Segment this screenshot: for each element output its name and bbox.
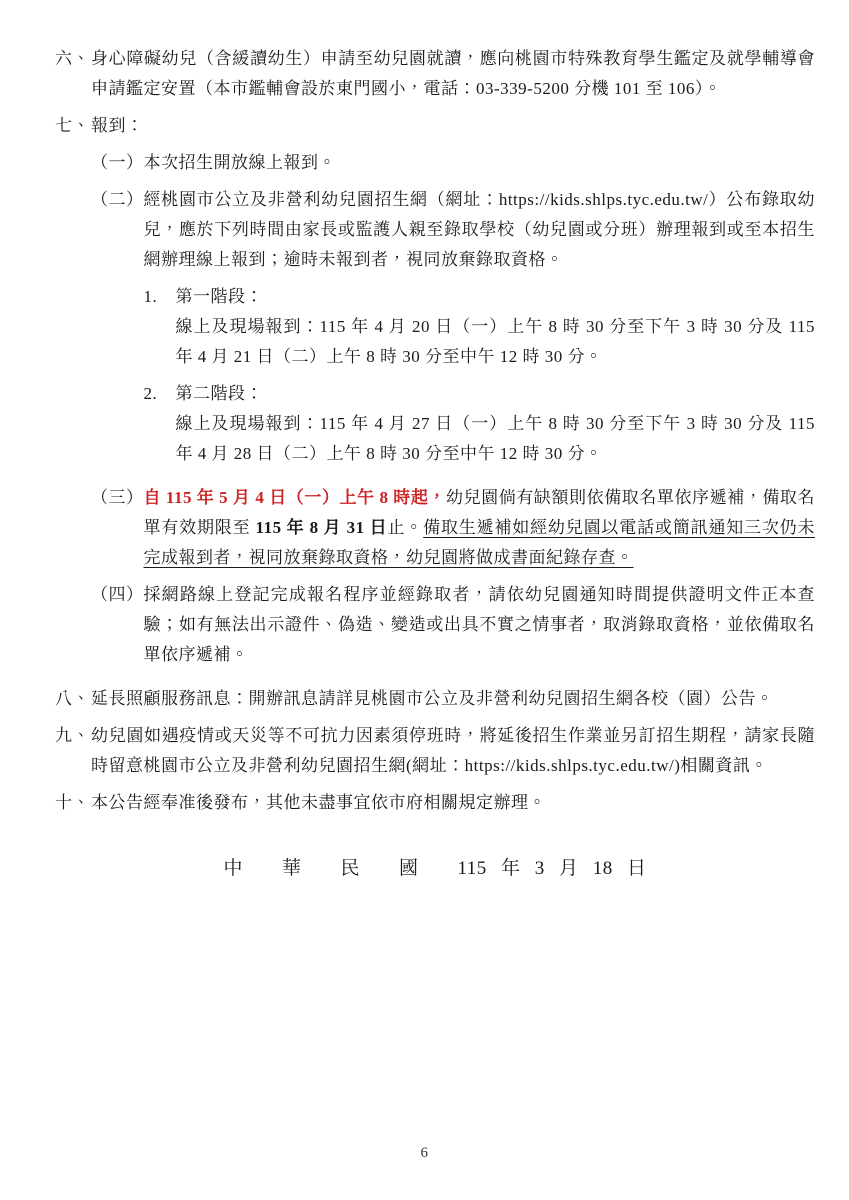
item-text-mixed — [144, 483, 816, 573]
item-text: 採網路線上登記完成報名程序並經錄取者，請依幼兒園通知時間提供證明文件正本查驗；如有無法出示證件、偽造、變造或出具不實之情事者，取消錄取資格，並依備取名單依序遞補。 — [143, 585, 815, 664]
list-item-7-4 — [91, 580, 815, 670]
item-body — [176, 282, 816, 372]
item-body — [144, 185, 816, 476]
item-text: 幼兒園如遇疫情或天災等不可抗力因素須停班時，將延後招生作業並另訂招生期程，請家長隨時留意桃園市公立及非營利幼兒園招生網(網址：https://kids.shlps.tyc.edu.tw/)相關資訊。 — [91, 726, 815, 775]
list-item-7-2 — [91, 185, 815, 476]
list-item-7-3 — [91, 483, 815, 573]
text-segment: 止。 — [387, 518, 424, 537]
item-body — [91, 111, 815, 677]
item-text: 身心障礙幼兒（含緩讀幼生）申請至幼兒園就讀，應向桃園市特殊教育學生鑑定及就學輔導會申請鑑定安置（本市鑑輔會設於東門國小，電話：03-339-5200 分機 101 至 106）。 — [91, 49, 815, 98]
item-text: 報到： — [91, 116, 144, 135]
item-text: 本公告經奉准後發布，其他未盡事宜依市府相關規定辦理。 — [91, 793, 546, 812]
stage-title: 第一階段： — [175, 287, 263, 306]
underlined-note: 備取生遞補如經幼兒園以電話或簡訊通知三次仍未完成報到者，視同放棄錄取資格，幼兒園將做成書面紀錄存查。 — [143, 518, 816, 567]
sublist-7-2 — [144, 282, 816, 469]
highlight-red-date: 自 115 年 5 月 4 日（一）上午 8 時起， — [143, 488, 447, 507]
item-number: （四） — [91, 585, 144, 604]
list-item-8 — [55, 684, 815, 714]
list-item-10 — [55, 788, 815, 818]
item-number: （二） — [91, 190, 144, 209]
item-number: 1. — [143, 287, 158, 306]
document-body — [55, 44, 815, 884]
republic-era-date-line: 中 華 民 國 115 年 3 月 18 日 — [223, 858, 647, 879]
item-number: 六、 — [55, 49, 90, 68]
item-number: 十、 — [55, 793, 90, 812]
list-item-7 — [55, 111, 815, 677]
bold-deadline-date: 115 年 8 月 31 日 — [255, 518, 388, 537]
list-item-7-1 — [91, 148, 815, 178]
list-item-stage-2 — [144, 379, 816, 469]
item-number: （三） — [91, 488, 144, 507]
text-segment: 幼兒園倘有缺額則依備取名單依序遞補，備取名單有效期限至 — [143, 488, 815, 537]
item-number: 九、 — [55, 726, 90, 745]
list-item-stage-1 — [144, 282, 816, 372]
item-number: 2. — [143, 384, 158, 403]
list-item-9 — [55, 721, 815, 781]
item-text: 經桃園市公立及非營利幼兒園招生網（網址：https://kids.shlps.tyc.edu.tw/）公布錄取幼兒，應於下列時間由家長或監護人親至錄取學校（幼兒園或分班）辦理報到或至本招生網辦理線上報到；逾時未報到者，視同放棄錄取資格。 — [143, 190, 815, 269]
item-text: 延長照顧服務訊息：開辦訊息請詳見桃園市公立及非營利幼兒園招生網各校（園）公告。 — [91, 689, 774, 708]
stage-title: 第二階段： — [175, 384, 263, 403]
item-text: 本次招生開放線上報到。 — [143, 153, 336, 172]
item-number: （一） — [91, 153, 144, 172]
item-number: 七、 — [55, 116, 90, 135]
item-number: 八、 — [55, 689, 90, 708]
page-number: 6 — [420, 1145, 429, 1161]
sublist-7 — [91, 148, 815, 670]
item-body — [176, 379, 816, 469]
stage-text: 線上及現場報到：115 年 4 月 20 日（一）上午 8 時 30 分至下午 3 時 30 分及 115 年 4 月 21 日（二）上午 8 時 30 分至中午 12 時 30 分。 — [175, 317, 815, 366]
list-item-6 — [55, 44, 815, 104]
stage-text: 線上及現場報到：115 年 4 月 27 日（一）上午 8 時 30 分至下午 3 時 30 分及 115 年 4 月 28 日（二）上午 8 時 30 分至中午 12 時 30 分。 — [175, 414, 815, 463]
